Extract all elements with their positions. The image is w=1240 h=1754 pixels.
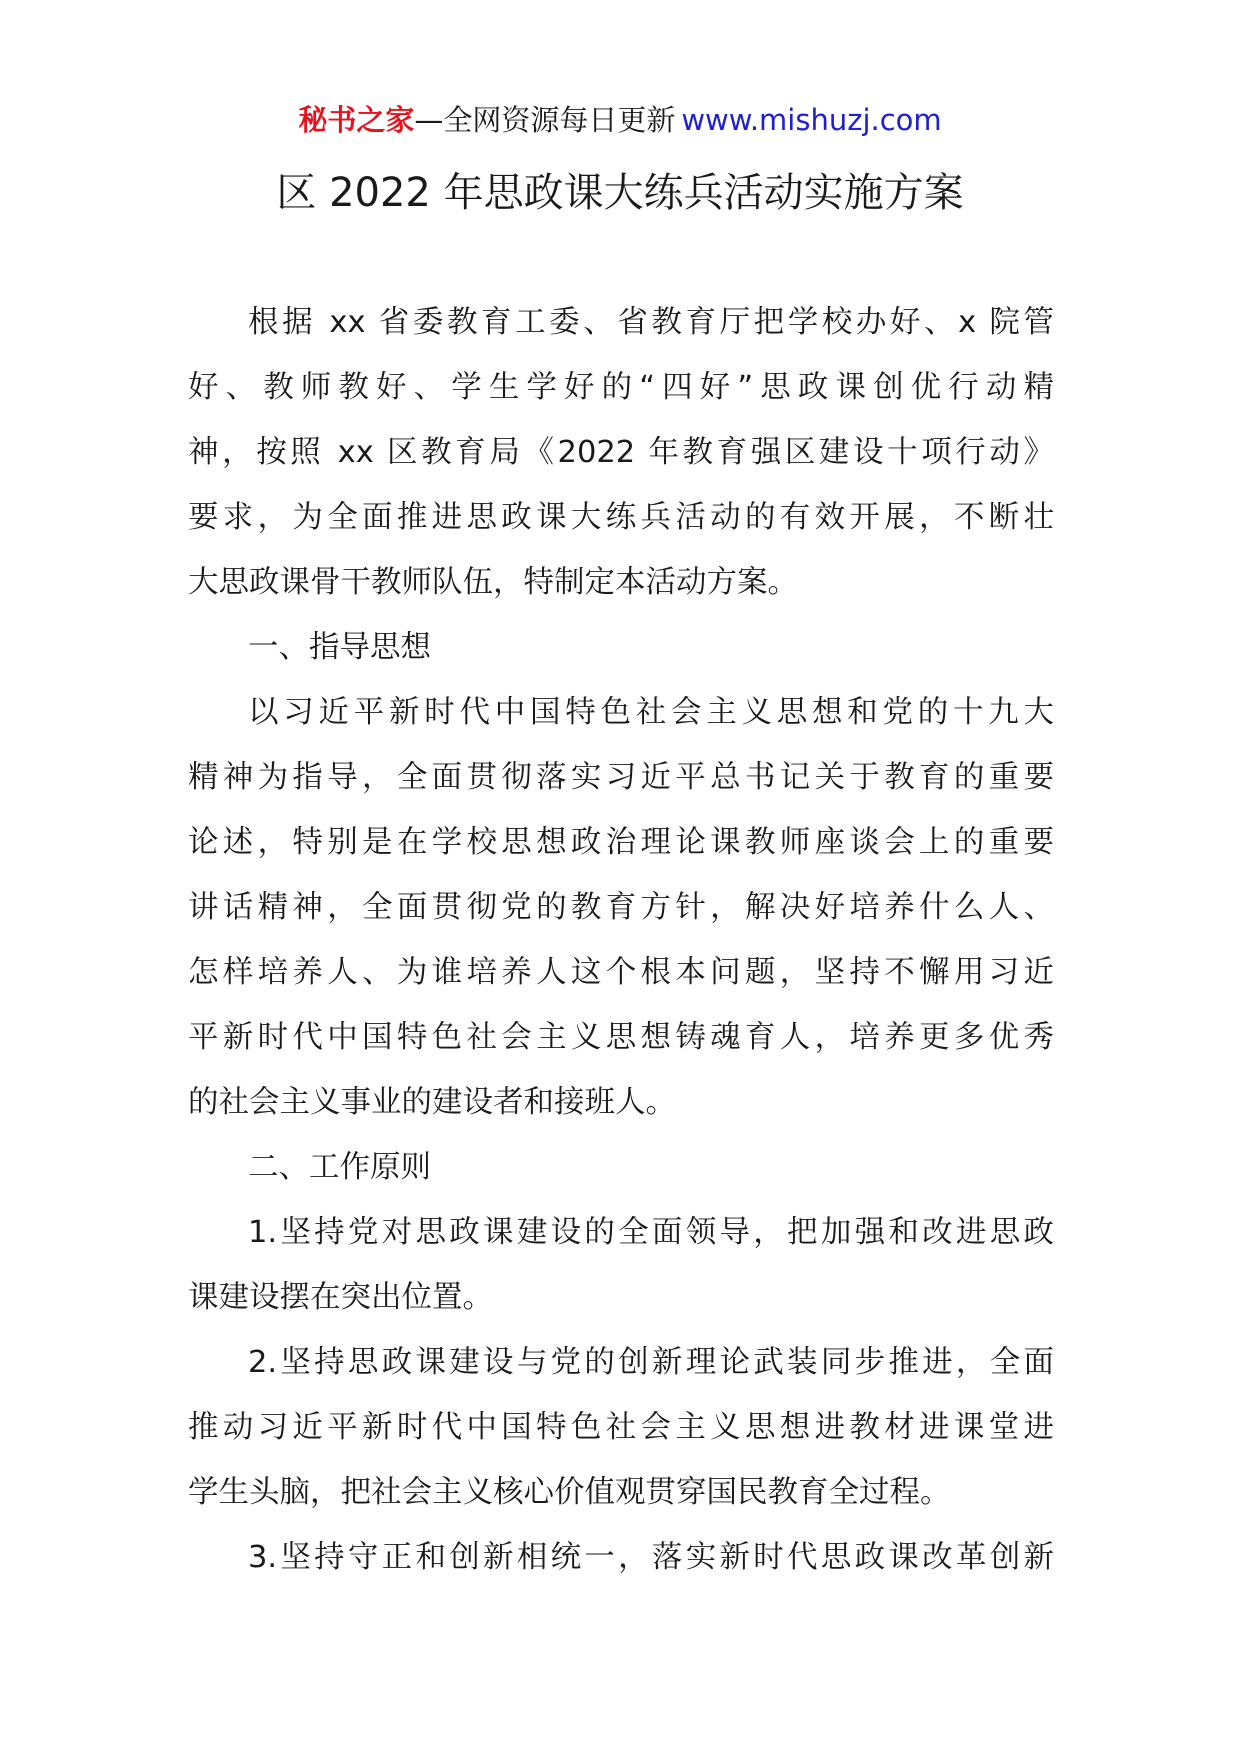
section-1-line: 以习近平新时代中国特色社会主义思想和党的十九大 [248,695,1054,730]
section-1-paragraph [188,680,1054,1135]
section-1-heading-block [188,615,1054,680]
intro-line: 根据 xx 省委教育工委、省教育厅把学校办好、x 院管 [248,305,1054,340]
section-1-line: 平新时代中国特色社会主义思想铸魂育人，培养更多优秀 [188,1020,1054,1055]
intro-line: 要求，为全面推进思政课大练兵活动的有效开展，不断壮 [188,500,1054,535]
section-1-line: 精神为指导，全面贯彻落实习近平总书记关于教育的重要 [188,760,1054,795]
intro-paragraph [188,290,1054,615]
brand-tagline: —全网资源每日更新 [414,103,676,137]
principle-1-paragraph [188,1200,1054,1330]
section-heading: 二、工作原则 [248,1150,431,1185]
section-1-line: 讲话精神，全面贯彻党的教育方针，解决好培养什么人、 [188,890,1054,925]
principle-2-line: 2.坚持思政课建设与党的创新理论武装同步推进，全面 [248,1345,1054,1380]
document-body [188,290,1054,1590]
document-title: 区 2022 年思政课大练兵活动实施方案 [276,170,964,216]
intro-line: 大思政课骨干教师队伍，特制定本活动方案。 [188,565,798,600]
section-1-line: 怎样培养人、为谁培养人这个根本问题，坚持不懈用习近 [188,955,1054,990]
principle-1-line: 课建设摆在突出位置。 [188,1280,493,1315]
section-2-heading-block [188,1135,1054,1200]
section-heading: 一、指导思想 [248,630,431,665]
principle-2-paragraph [188,1330,1054,1525]
principle-1-line: 1.坚持党对思政课建设的全面领导，把加强和改进思政 [248,1215,1054,1250]
principle-3-paragraph [188,1525,1054,1590]
section-1-line: 论述，特别是在学校思想政治理论课教师座谈会上的重要 [188,825,1054,860]
watermark-header [0,100,1240,140]
section-1-line: 的社会主义事业的建设者和接班人。 [188,1085,676,1120]
brand-name: 秘书之家 [298,103,415,137]
principle-3-line: 3.坚持守正和创新相统一，落实新时代思政课改革创新 [248,1540,1054,1575]
intro-line: 神，按照 xx 区教育局《2022 年教育强区建设十项行动》 [188,435,1054,470]
intro-line: 好、教师教好、学生学好的“四好”思政课创优行动精 [188,370,1054,405]
principle-2-line: 推动习近平新时代中国特色社会主义思想进教材进课堂进 [188,1410,1054,1445]
brand-url[interactable]: www.mishuzj.com [681,103,942,137]
principle-2-line: 学生头脑，把社会主义核心价值观贯穿国民教育全过程。 [188,1475,951,1510]
